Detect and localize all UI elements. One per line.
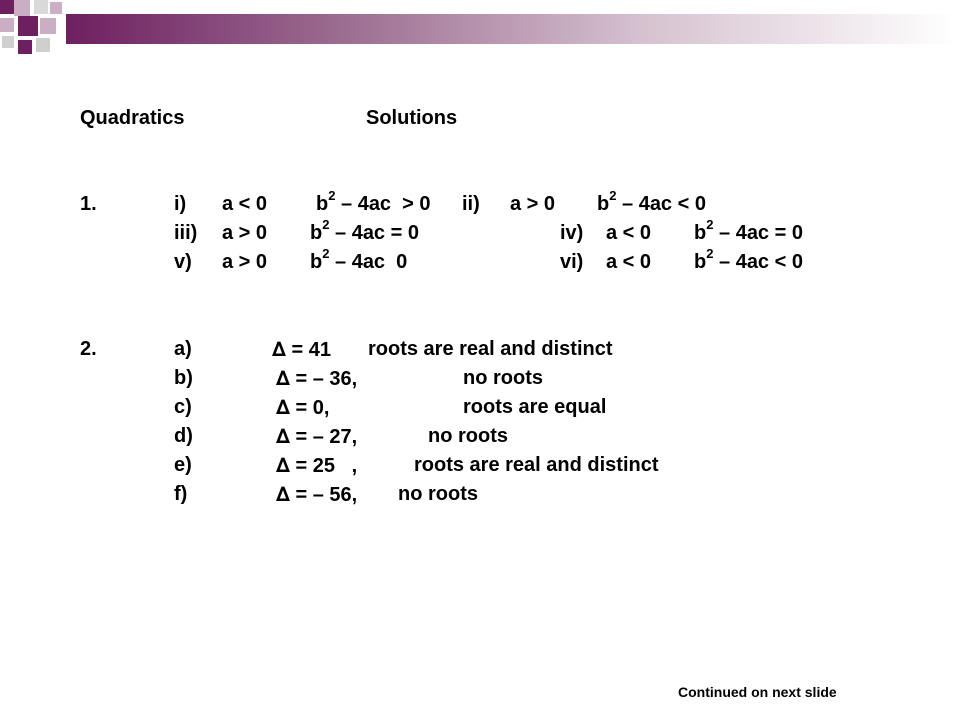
q2-row-d-result: no roots — [428, 425, 508, 447]
q2-row-e-label: e) — [174, 454, 192, 476]
q1-iii-discriminant: $b^2 - 4ac = 0$ — [310, 217, 419, 244]
deco-square-2 — [14, 0, 30, 16]
heading-quadratics: Quadratics — [80, 107, 185, 129]
heading-solutions: Solutions — [366, 107, 458, 129]
deco-square-9 — [18, 40, 32, 54]
q1-number: 1. — [80, 193, 97, 215]
q2-number: 2. — [80, 338, 97, 360]
q2-row-a-label: a) — [174, 338, 192, 360]
q1-v-discriminant: $b^2 - 4ac$ 0 — [310, 246, 408, 273]
deco-square-8 — [2, 36, 14, 48]
q2-row-c-result: roots are equal — [463, 396, 607, 418]
q1-ii-label: ii) — [462, 193, 480, 215]
q1-vi-label: vi) — [560, 251, 584, 273]
q2-row-a-result: roots are real and distinct — [368, 338, 613, 360]
q1-iii-condition: a > 0 — [222, 222, 268, 244]
q1-iii-label: iii) — [174, 222, 198, 244]
q1-ii-condition: a > 0 — [510, 193, 556, 215]
q2-row-b-label: b) — [174, 367, 193, 389]
q2-row-e-value: ∆ = 25 , — [276, 453, 358, 477]
header-gradient-bar — [66, 14, 956, 44]
q2-row-c-label: c) — [174, 396, 192, 418]
q2-row-b-result: no roots — [463, 367, 543, 389]
q2-row-d-label: d) — [174, 425, 193, 447]
deco-square-6 — [18, 16, 38, 36]
deco-square-5 — [0, 18, 14, 32]
q1-vi-discriminant: $b^2 - 4ac < 0$ — [694, 246, 803, 273]
deco-square-7 — [40, 18, 56, 34]
q2-row-c-value: ∆ = 0, — [276, 395, 330, 419]
deco-square-1 — [0, 0, 14, 14]
q1-ii-discriminant: $b^2 - 4ac < 0$ — [597, 188, 706, 215]
q1-i-label: i) — [174, 193, 187, 215]
q1-v-condition: a > 0 — [222, 251, 268, 273]
q1-v-label: v) — [174, 251, 192, 273]
deco-square-4 — [50, 2, 62, 14]
q2-row-e-result: roots are real and distinct — [414, 454, 659, 476]
q2-row-f-value: ∆ = – 56, — [276, 482, 358, 506]
q1-vi-condition: a < 0 — [606, 251, 652, 273]
q1-iv-discriminant: $b^2 - 4ac = 0$ — [694, 217, 803, 244]
q2-row-a-value: ∆ = 41 — [272, 337, 331, 361]
q2-row-d-value: ∆ = – 27, — [276, 424, 358, 448]
q1-iv-condition: a < 0 — [606, 222, 652, 244]
deco-square-3 — [34, 0, 48, 14]
deco-square-10 — [36, 38, 50, 52]
q1-iv-label: iv) — [560, 222, 584, 244]
q1-i-condition: a < 0 — [222, 193, 268, 215]
q1-i-discriminant: $b^2 - 4ac > 0$ — [316, 188, 431, 215]
q2-row-f-result: no roots — [398, 483, 478, 505]
q2-row-f-label: f) — [174, 483, 188, 505]
continued-note: Continued on next slide — [678, 684, 837, 700]
q2-row-b-value: ∆ = – 36, — [276, 366, 358, 390]
